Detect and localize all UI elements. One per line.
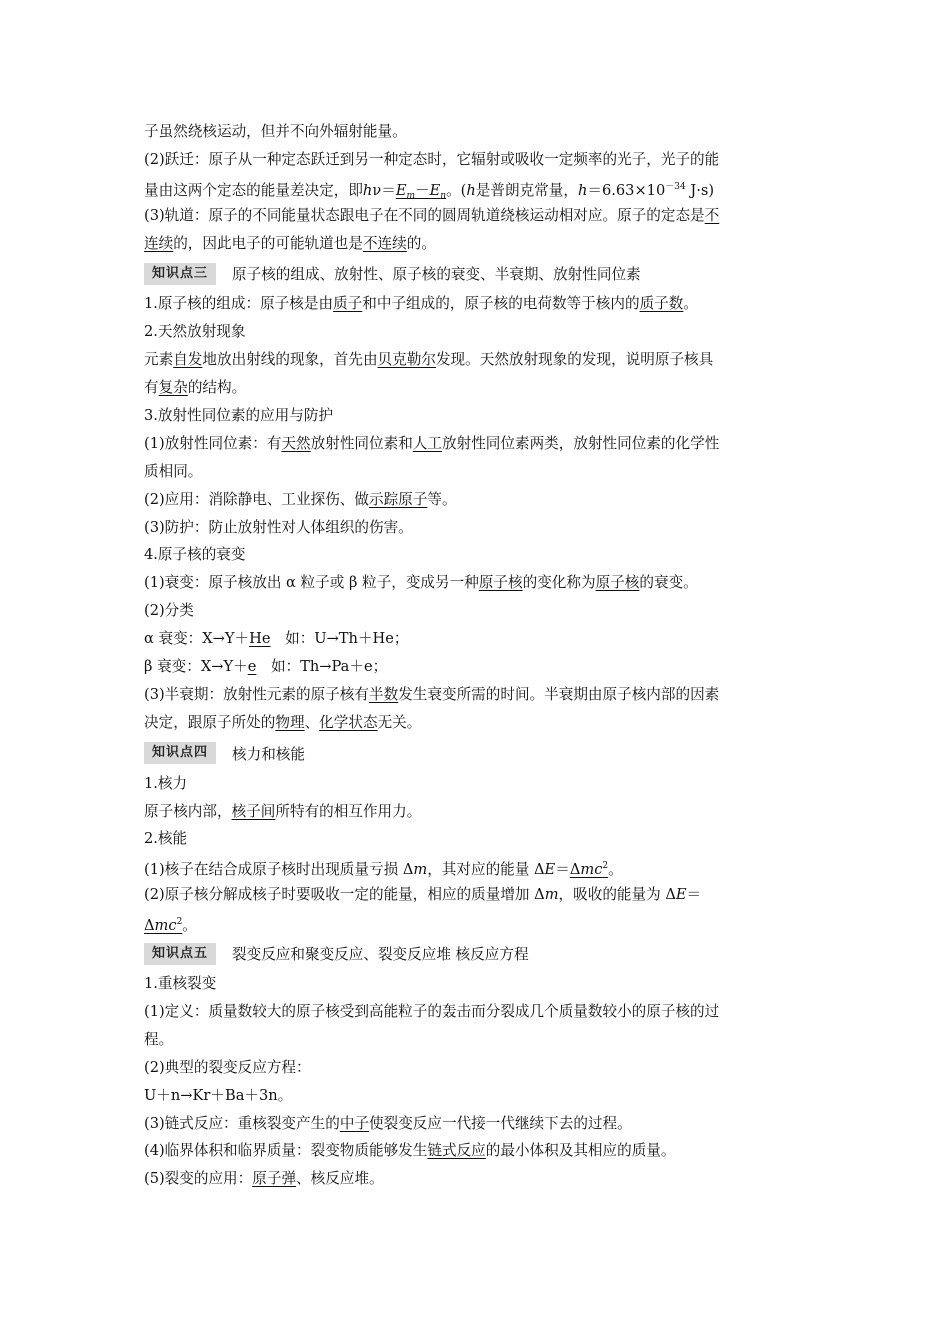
text: (3)轨道：原子的不同能量状态跟电子在不同的圆周轨道绕核运动相对应。原子的定态是 <box>144 206 705 224</box>
paragraph-line: (3)链式反应：重核裂变产生的中子使裂变反应一代接一代继续下去的过程。 <box>144 1114 632 1132</box>
underlined-answer: 链式反应 <box>427 1142 486 1160</box>
underlined-answer: 不连续 <box>362 234 407 252</box>
paragraph-line: 4.原子核的衰变 <box>144 546 246 564</box>
underlined-answer: $E_m-E_n$ <box>395 181 447 201</box>
paragraph-line: 1.原子核的组成：原子核是由质子和中子组成的，原子核的电荷数等于核内的质子数。 <box>144 295 698 313</box>
formula-symbol: h <box>577 181 588 199</box>
underlined-answer: Δmc$^2$ <box>569 861 609 879</box>
underlined-answer: He <box>249 630 271 648</box>
paragraph-line: 2.天然放射现象 <box>144 323 246 341</box>
section-title: 原子核的组成、放射性、原子核的衰变、半衰期、放射性同位素 <box>232 266 641 284</box>
paragraph-line: 质相同。 <box>144 462 203 480</box>
underlined-answer: 示踪原子 <box>369 490 428 508</box>
paragraph-line: (2)应用：消除静电、工业探伤、做示踪原子等。 <box>144 490 457 508</box>
paragraph-line: 1.核力 <box>144 774 188 792</box>
underlined-answer: 半数 <box>369 685 399 703</box>
paragraph-line <box>144 146 810 174</box>
underlined-answer: 化学状态 <box>319 713 378 731</box>
formula-symbol: ν <box>372 181 382 199</box>
paragraph-line: (4)临界体积和临界质量：裂变物质能够发生链式反应的最小体积及其相应的质量。 <box>144 1142 676 1160</box>
text: 的，因此电子的可能轨道也是 <box>173 234 363 252</box>
paragraph-line: (2)分类 <box>144 602 194 620</box>
paragraph-line: (1)定义：质量数较大的原子核受到高能粒子的轰击而分裂成几个质量数较小的原子核的过 <box>144 1002 720 1020</box>
underlined-answer: 质子数 <box>639 295 684 313</box>
text: 。( <box>446 181 467 199</box>
text: ＝6.63×10 <box>587 181 666 199</box>
paragraph-line: (2)原子核分解成核子时要吸收一定的能量，相应的质量增加 Δm，吸收的能量为 ΔE＝ <box>144 886 702 904</box>
exponent: －34 <box>665 181 686 192</box>
section-badge: 知识点四 <box>144 742 216 764</box>
paragraph-line <box>144 174 810 202</box>
underlined-answer: 中子 <box>339 1114 370 1132</box>
paragraph-line: (5)裂变的应用：原子弹、核反应堆。 <box>144 1170 384 1188</box>
underlined-answer: 连续 <box>144 234 174 252</box>
underlined-answer: e <box>247 658 257 676</box>
paragraph-line: 1.重核裂变 <box>144 975 217 993</box>
formula-symbol: ＝ <box>381 181 396 199</box>
underlined-answer: 原子弹 <box>252 1170 297 1188</box>
paragraph-line: 元素自发地放出射线的现象，首先由贝克勒尔发现。天然放射现象的发现，说明原子核具 <box>144 351 714 369</box>
paragraph-line: 2.核能 <box>144 830 188 848</box>
paragraph-line: 原子核内部，核子间所特有的相互作用力。 <box>144 802 422 820</box>
text: 的。 <box>406 234 436 252</box>
underlined-answer: 人工 <box>412 434 443 452</box>
underlined-answer: 自发 <box>173 351 203 369</box>
underlined-answer: 质子 <box>333 295 363 313</box>
paragraph-line: 决定，跟原子所处的物理、化学状态无关。 <box>144 713 422 731</box>
text: 子虽然绕核运动，但并不向外辐射能量。 <box>144 123 407 140</box>
section-badge: 知识点三 <box>144 263 216 285</box>
section-badge: 知识点五 <box>144 943 216 965</box>
paragraph-line <box>144 202 810 230</box>
text: 量由这两个定态的能量差决定，即 <box>144 181 363 199</box>
text: J·s) <box>685 181 715 199</box>
paragraph-line: (1)核子在结合成原子核时出现质量亏损 Δm，其对应的能量 ΔE＝Δmc$^2$。 <box>144 861 623 879</box>
underlined-answer: 原子核 <box>595 574 640 592</box>
paragraph-line: α 衰变：X→Y＋He 如：U→Th＋He； <box>144 630 409 648</box>
paragraph-line: (1)放射性同位素：有天然放射性同位素和人工放射性同位素两类，放射性同位素的化学性 <box>144 434 720 452</box>
paragraph-line: β 衰变：X→Y＋e 如：Th→Pa＋e； <box>144 658 388 676</box>
paragraph-line: 3.放射性同位素的应用与防护 <box>144 407 334 425</box>
paragraph-line: (3)防护：防止放射性对人体组织的伤害。 <box>144 518 413 536</box>
paragraph-line: U＋n→Kr＋Ba＋3n。 <box>144 1086 293 1104</box>
paragraph-line: Δmc$^2$。 <box>144 917 197 935</box>
document-content <box>144 118 810 1193</box>
paragraph-line: (1)衰变：原子核放出 α 粒子或 β 粒子，变成另一种原子核的变化称为原子核的衰变。 <box>144 574 698 592</box>
underlined-answer: 贝克勒尔 <box>377 351 436 369</box>
underlined-answer: 物理 <box>275 713 305 731</box>
underlined-answer: 天然 <box>281 434 311 452</box>
underlined-answer: 原子核 <box>478 574 523 592</box>
paragraph-line: (2)典型的裂变反应方程： <box>144 1058 311 1076</box>
paragraph-line <box>144 118 810 146</box>
underlined-answer: 不 <box>704 206 720 224</box>
paragraph-line: 程。 <box>144 1030 174 1048</box>
underlined-answer: 核子间 <box>231 802 276 820</box>
section-heading <box>144 257 810 290</box>
text: 是普朗克常量， <box>475 181 578 199</box>
section-title: 裂变反应和聚变反应、裂变反应堆 核反应方程 <box>232 946 529 964</box>
section-title: 核力和核能 <box>232 745 305 763</box>
text: (2)跃迁：原子从一种定态跃迁到另一种定态时，它辐射或吸收一定频率的光子，光子的能 <box>144 150 720 168</box>
underlined-answer: 复杂 <box>158 379 188 397</box>
section-heading <box>144 737 810 770</box>
paragraph-line: 有复杂的结构。 <box>144 379 247 397</box>
underlined-answer: Δmc$^2$ <box>144 917 183 935</box>
formula-symbol: h <box>362 181 373 199</box>
paragraph-line <box>144 230 810 258</box>
paragraph-line: (3)半衰期：放射性元素的原子核有半数发生衰变所需的时间。半衰期由原子核内部的因素 <box>144 685 720 703</box>
formula-symbol: h <box>466 181 476 199</box>
section-heading <box>144 937 810 970</box>
